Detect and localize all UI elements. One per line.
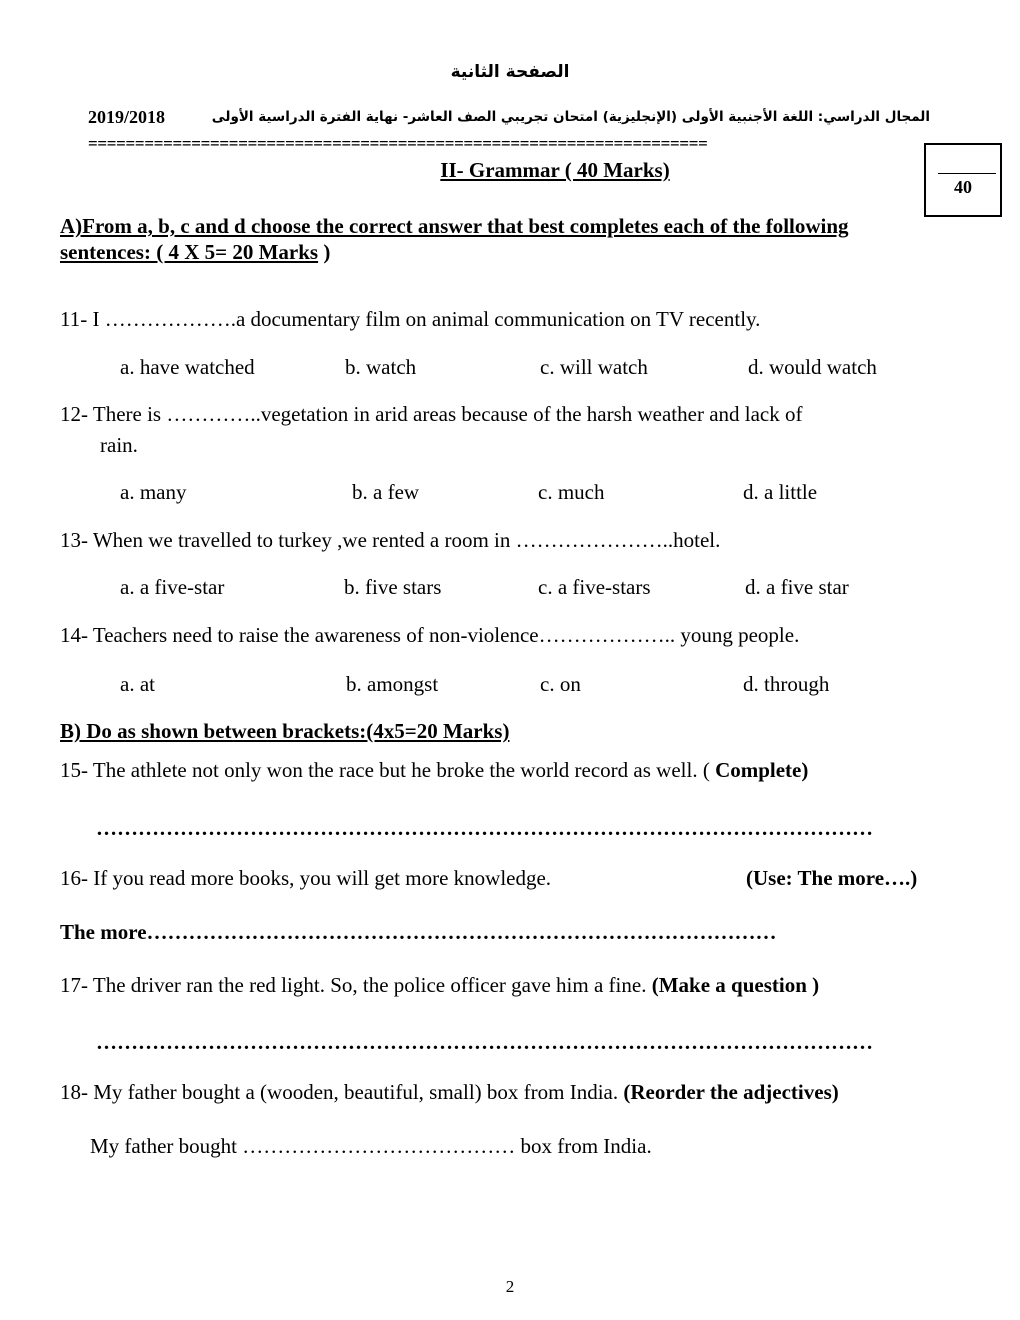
question-18-instruction: (Reorder the adjectives) xyxy=(623,1080,839,1104)
question-16: 16- If you read more books, you will get more knowledge. xyxy=(60,866,552,890)
q11-option-d: d. would watch xyxy=(748,355,877,379)
part-a-instruction-line2-text: sentences: ( 4 X 5= 20 Marks xyxy=(60,240,319,264)
q14-option-a: a. at xyxy=(120,672,155,696)
q18-answer-line: My father bought ………………………………… box from India. xyxy=(90,1134,652,1158)
score-line xyxy=(938,173,996,174)
q13-option-b: b. five stars xyxy=(344,575,442,599)
question-17-text: 17- The driver ran the red light. So, the police officer gave him a fine. xyxy=(60,973,652,997)
section-title: II- Grammar ( 40 Marks) xyxy=(440,158,670,182)
q13-option-a: a. a five-star xyxy=(120,575,225,599)
header-subject-line xyxy=(88,105,930,129)
q13-option-d: d. a five star xyxy=(745,575,849,599)
q12-option-a: a. many xyxy=(120,480,187,504)
question-15-instruction: Complete) xyxy=(715,758,809,782)
q12-option-d: d. a little xyxy=(743,480,818,504)
q14-option-b: b. amongst xyxy=(346,672,439,696)
question-16-instruction: (Use: The more….) xyxy=(746,866,918,890)
part-a-instruction-line1: A)From a, b, c and d choose the correct answer that best completes each of the following xyxy=(60,214,849,238)
header-subject: المجال الدراسي: اللغة الأجنبية الأولى (الإنجليزية) امتحان تجريبي الصف العاشر- نهاية الفترة الدراسية الأولى xyxy=(211,109,930,125)
q12-option-b: b. a few xyxy=(352,480,420,504)
q11-option-c: c. will watch xyxy=(540,355,648,379)
question-17 xyxy=(60,973,819,998)
q13-option-c: c. a five-stars xyxy=(538,575,651,599)
question-18 xyxy=(60,1080,839,1105)
question-17-instruction: (Make a question ) xyxy=(651,973,820,997)
page-label: الصفحة الثانية xyxy=(450,62,570,82)
q14-option-c: c. on xyxy=(540,672,581,696)
q15-answer-line: ………………………………………………………………………………………………… xyxy=(96,816,873,840)
question-12: 12- There is …………..vegetation in arid areas because of the harsh weather and lack of xyxy=(60,402,803,426)
question-18-text: 18- My father bought a (wooden, beautiful, small) box from India. xyxy=(60,1080,624,1104)
question-15 xyxy=(60,758,808,783)
part-b-instruction: B) Do as shown between brackets:(4x5=20 Marks) xyxy=(60,719,510,743)
part-a-instruction-line2 xyxy=(60,240,330,265)
q12-option-c: c. much xyxy=(538,480,605,504)
page-number: 2 xyxy=(505,1277,515,1296)
question-13: 13- When we travelled to turkey ,we rented a room in …………………..hotel. xyxy=(60,528,721,552)
q16-answer-line: The more……………………………………………………………………………… xyxy=(60,920,777,944)
q11-option-b: b. watch xyxy=(345,355,417,379)
question-14: 14- Teachers need to raise the awareness of non-violence……………….. young people. xyxy=(60,623,800,647)
q11-option-a: a. have watched xyxy=(120,355,255,379)
q17-answer-line: ………………………………………………………………………………………………… xyxy=(96,1030,873,1054)
score-box xyxy=(924,143,1002,217)
score-value: 40 xyxy=(954,177,972,197)
question-12-continuation: rain. xyxy=(100,433,138,457)
q14-option-d: d. through xyxy=(743,672,830,696)
question-11: 11- I ……………….a documentary film on animal communication on TV recently. xyxy=(60,307,761,331)
header-year: 2019/2018 xyxy=(88,106,166,127)
header-separator: ================================================================== xyxy=(88,134,708,153)
part-a-instruction-close: ) xyxy=(318,240,331,264)
question-15-text: 15- The athlete not only won the race but he broke the world record as well. ( xyxy=(60,758,716,782)
